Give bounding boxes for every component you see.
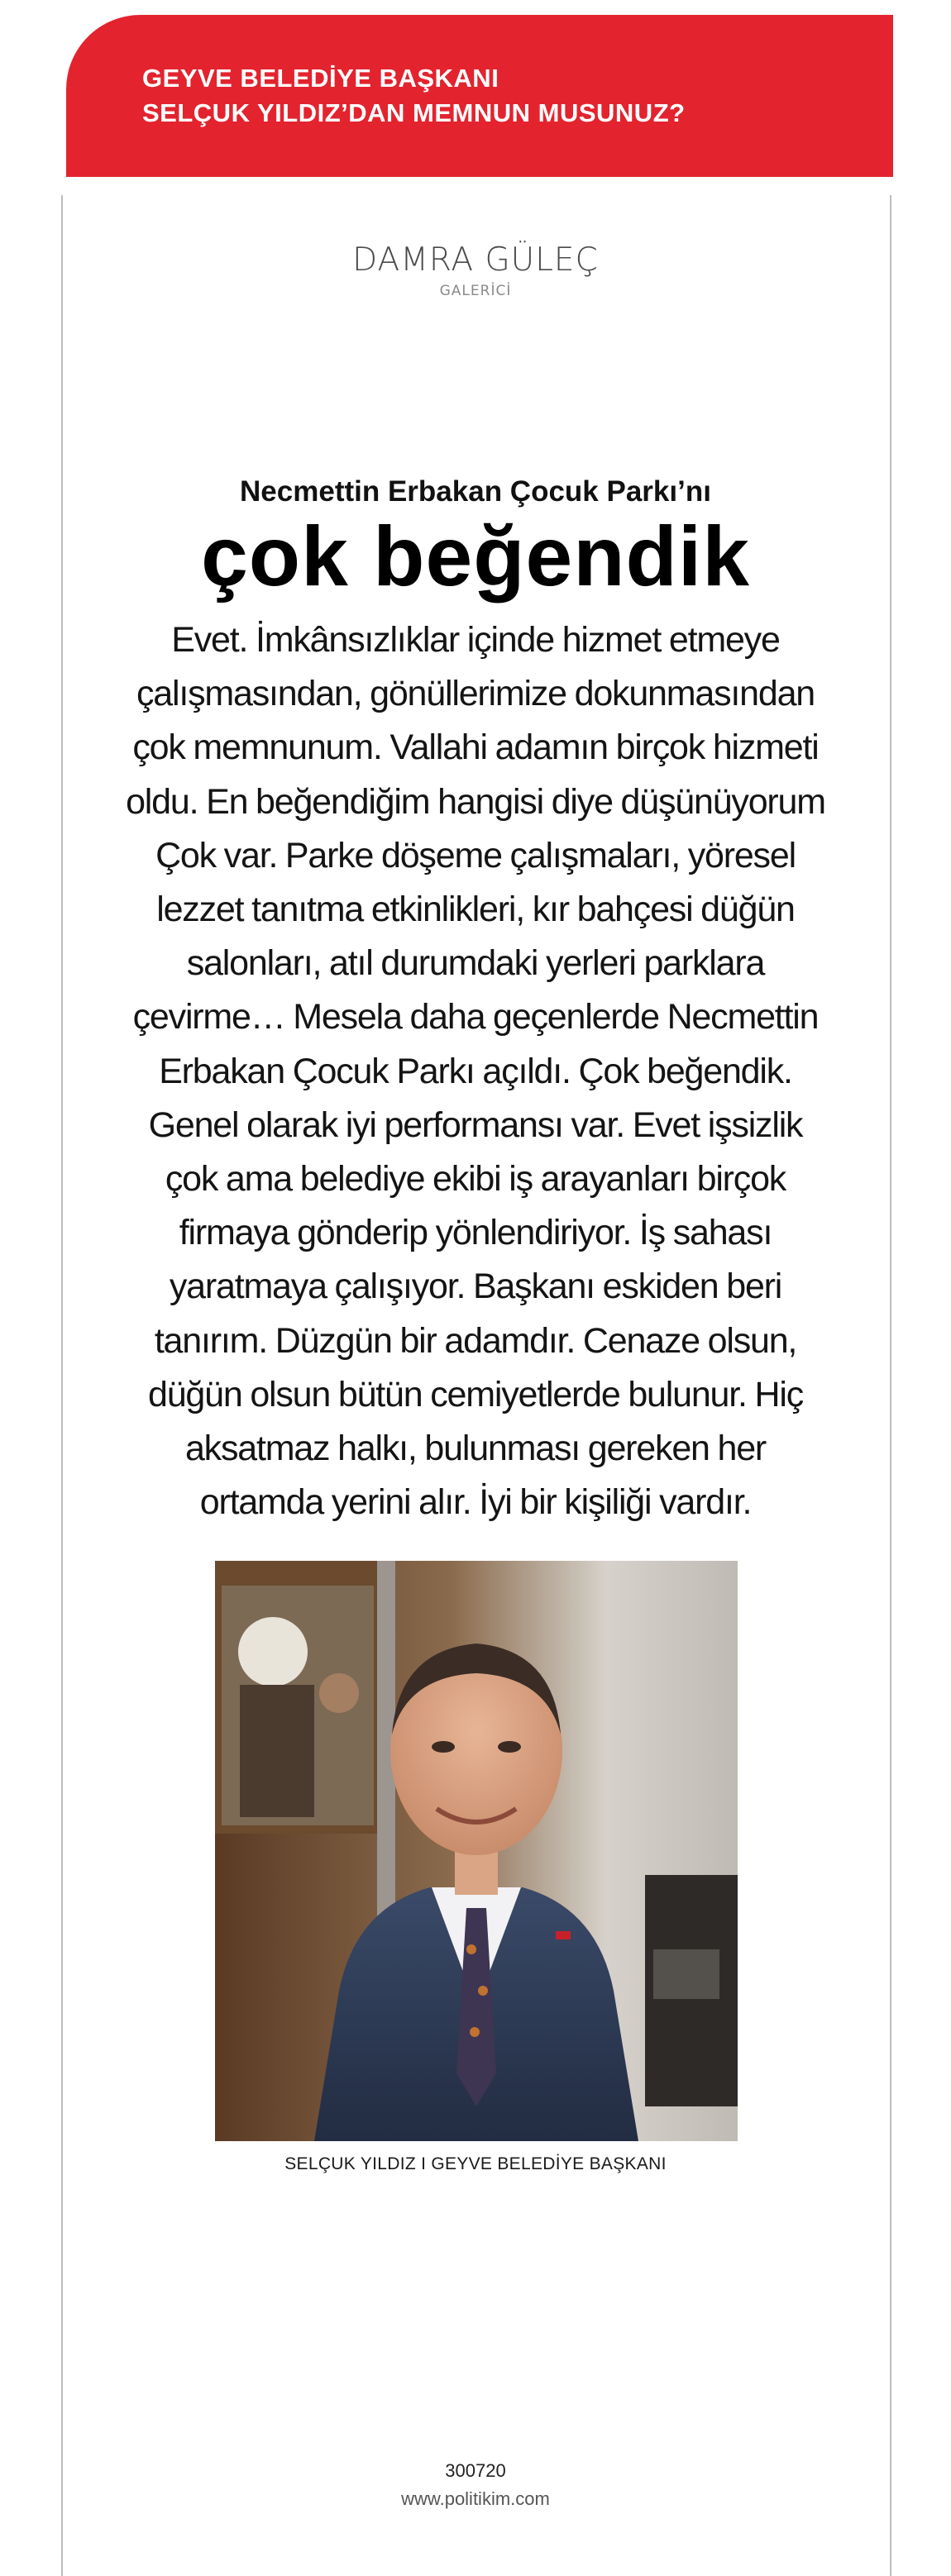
- footer-code: 300720: [445, 2460, 506, 2481]
- portrait-photo: [215, 1561, 738, 2141]
- author-block: [0, 241, 951, 299]
- article-kicker: Necmettin Erbakan Çocuk Parkı’nı: [240, 475, 711, 508]
- author-role: GALERİCİ: [439, 283, 512, 299]
- header-banner: [66, 15, 893, 177]
- header-title-line1: GEYVE BELEDİYE BAŞKANI: [142, 64, 499, 93]
- photo-caption: SELÇUK YILDIZ I GEYVE BELEDİYE BAŞKANI: [284, 2154, 667, 2173]
- author-name: DAMRA GÜLEÇ: [352, 241, 599, 279]
- footer-site-url: www.politikim.com: [401, 2488, 550, 2509]
- article-body: Evet. İmkânsızlıklar içinde hizmet etmeye çalışmasından, gönüllerimize dokunmasından çok memnunum. Vallahi adamın birçok hizmeti oldu. En beğendiğim hangisi diye düşünüyorum Çok var. Parke döşeme çalışmaları, yöresel lezzet tanıtma etkinlikleri, kır bahçesi düğün salonları, atıl durumdaki yerleri parklara çevirme… Mesela daha geçenlerde Necmettin Erbakan Çocuk Parkı açıldı. Çok beğendik. Genel olarak iyi performansı var. Evet işsizlik çok ama belediye ekibi iş arayanları birçok firmaya gönderip yönlendiriyor. İş sahası yaratmaya çalışıyor. Başkanı eskiden beri tanırım. Düzgün bir adamdır. Cenaze olsun, düğün olsun bütün cemiyetlerde bulunur. Hiç aksatmaz halkı, bulunması gereken her ortamda yerini alır. İyi bir kişiliği vardır.: [126, 620, 825, 1523]
- header-title-line2: SELÇUK YILDIZ’DAN MEMNUN MUSUNUZ?: [142, 98, 686, 127]
- article-headline: çok beğendik: [201, 509, 750, 603]
